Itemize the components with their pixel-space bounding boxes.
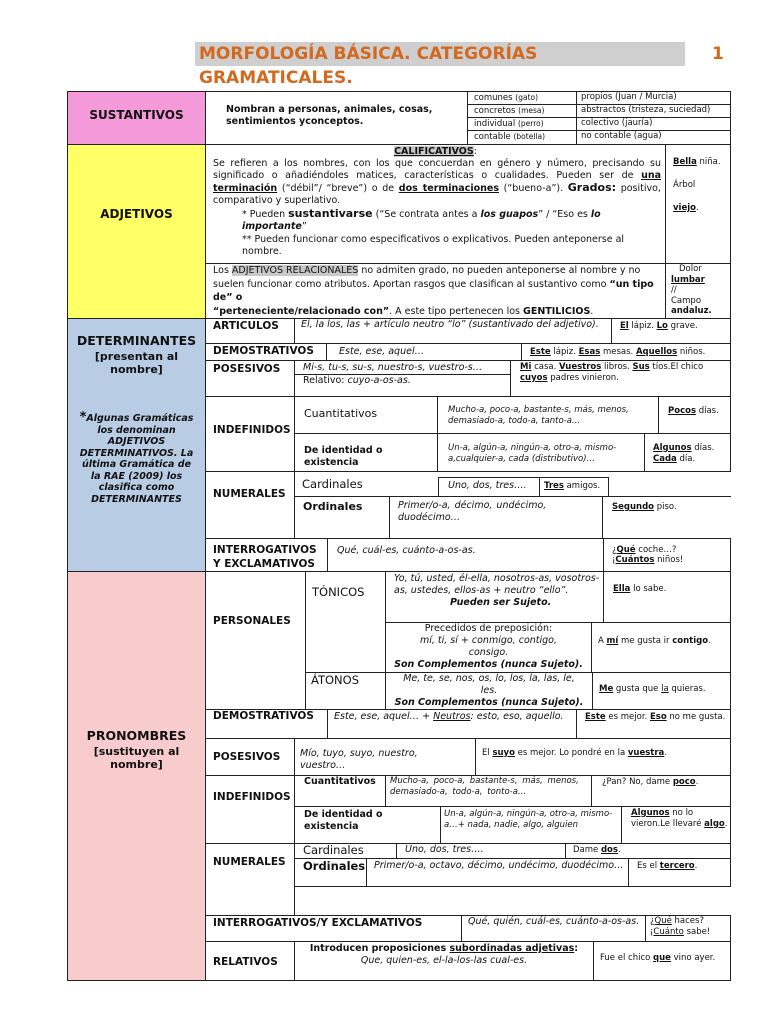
det-num-card-label: Cardinales bbox=[302, 477, 363, 491]
det-indef-cuant-example: Pocos días. bbox=[658, 396, 731, 434]
determinantes-note: *Algunas Gramáticas los denominan ADJETIVOS DETERMINATIVOS. La última Gramática de la RAE (2009) los clasifica como DETERMINANTES bbox=[79, 410, 194, 505]
relacionales-text: Los ADJETIVOS RELACIONALES no admiten grado, no pueden anteponerse al nombre y no suelen funcionar como atributos. Aportan rasgos que clasifican al sustantivo como “un tipo de” o “perteneciente/relacionado con”. A este tipo pertenecen los GENTILICIOS. bbox=[213, 265, 654, 317]
pron-tonicos-example: Ella lo sabe. bbox=[603, 571, 731, 623]
pronombres-label: PRONOMBRES bbox=[86, 728, 187, 743]
sust-type-abstractos: abstractos (tristeza, suciedad) bbox=[576, 104, 731, 118]
sust-type-concretos: concretos (mesa) bbox=[467, 104, 577, 118]
det-posesivos-text-cell bbox=[294, 360, 511, 397]
relacionales-cell bbox=[205, 263, 666, 319]
sust-type-propios: propios (Juan / Murcia) bbox=[576, 91, 731, 105]
det-demostrativos-example: Este lápiz. Esas mesas. Aquellos niños. bbox=[521, 343, 731, 361]
pron-indef-ident-example: Algunos no lo vieron.Le llevaré algo. bbox=[621, 806, 731, 844]
det-num-ord-label: Ordinales bbox=[303, 500, 363, 513]
pron-numerales-label: NUMERALES bbox=[205, 843, 295, 916]
sustantivos-label: SUSTANTIVOS bbox=[89, 108, 184, 122]
pron-relativos-example: Fue el chico que vino ayer. bbox=[593, 941, 731, 981]
det-articulos-label: ARTICULOS bbox=[205, 318, 295, 344]
pron-num-ord-text: Primer/o-a, octavo, décimo, undécimo, duodécimo… bbox=[366, 858, 629, 887]
pron-atonos-text-cell: Me, te, se, nos, os, lo, los, la, las, le, les. Son Complementos (nunca Sujeto). bbox=[385, 672, 593, 710]
pron-atonos-label: ÁTONOS bbox=[311, 673, 360, 687]
pron-prep-cell: Precedidos de preposición: mí, ti, sí + conmigo, contigo, consigo. Son Complementos (nunca Sujeto). bbox=[385, 622, 592, 673]
sustantivos-label-cell bbox=[67, 91, 206, 145]
especificativos-note: ** Pueden funcionar como especificativos o explicativos. Pueden anteponerse al nombre. bbox=[242, 234, 625, 257]
det-num-ord-text: Primer/o-a, décimo, undécimo, duodécimo… bbox=[389, 496, 603, 539]
pron-tonicos-label: TÓNICOS bbox=[312, 585, 365, 599]
sustantivos-definition: Nombran a personas, animales, cosas, sentimientos yconceptos. bbox=[226, 104, 433, 127]
pron-tonicos-cell bbox=[305, 571, 386, 673]
det-interrog-example: ¿Qué coche…? ¡Cuántos niños! bbox=[603, 538, 731, 572]
pron-posesivos-example: El suyo es mejor. Lo pondré en la vuestra. bbox=[475, 738, 731, 776]
pron-num-card-label: Cardinales bbox=[294, 843, 397, 859]
sustantivos-types-table bbox=[467, 91, 731, 145]
pron-num-ord-example: Es el tercero. bbox=[628, 858, 731, 887]
pron-personales-label: PERSONALES bbox=[205, 571, 306, 710]
det-demostrativos-text: Este, ese, aquel… bbox=[326, 343, 522, 361]
pron-demostrativos-label: DEMOSTRATIVOS bbox=[205, 709, 328, 739]
pron-indef-ident-text: Un-a, algún-a, ningún-a, otro-a, mismo-a…+ nada, nadie, algo, alguien bbox=[440, 806, 622, 844]
sust-type-colectivo: colectivo (jauría) bbox=[576, 117, 731, 131]
pron-atonos-cell bbox=[305, 672, 386, 710]
det-indef-cuant-label: Cuantitativos bbox=[294, 396, 438, 434]
page-title: MORFOLOGÍA BÁSICA. CATEGORÍAS GRAMATICALES. bbox=[195, 42, 685, 66]
pron-num-card-example: Dame dos. bbox=[565, 843, 731, 859]
pron-interrog-example: ¿Qué haces? ¡Cuánto sabe! bbox=[645, 915, 731, 942]
det-interrog-label: INTERROGATIVOS Y EXCLAMATIVOS bbox=[205, 538, 328, 572]
determinantes-sub: [presentan al nombre] bbox=[94, 350, 179, 376]
calificativos-cell: CALIFICATIVOS: Se refieren a los nombres, con los que concuerdan en género y número, precisando su significado o añadiéndoles matices, características o cualidades. Pueden ser de una terminación (“débil”/ “breve”) o de dos terminaciones (“bueno-a”). Grados: positivo, comparativo y superlativo. * Pueden sustantivarse (“Se contrata antes a los guapos” / “Eso es lo importante” ** Pueden funcionar como especificativos o explicativos. Pueden anteponerse al nombre. bbox=[205, 144, 666, 264]
pron-interrog-label: INTERROGATIVOS/Y EXCLAMATIVOS bbox=[205, 915, 462, 942]
pron-indef-cuant-text: Mucho-a, poco-a, bastante-s, más, menos, demasiado-a, todo-a, tonto-a… bbox=[385, 775, 592, 807]
sust-type-no-contable: no contable (agua) bbox=[576, 130, 731, 145]
det-indef-ident-text: Un-a, algún-a, ningún-a, otro-a, mismo-a,cualquier-a, cada (distributivo)… bbox=[437, 433, 645, 472]
det-indefinidos-label: INDEFINIDOS bbox=[205, 396, 295, 472]
det-num-card-example: Tres amigos. bbox=[539, 477, 609, 497]
sust-type-contable: contable (botella) bbox=[467, 130, 577, 145]
det-posesivos-relativo: Relativo: cuyo-a-os-as. bbox=[303, 375, 411, 386]
pron-prep-example: A mí me gusta ir contigo. bbox=[591, 622, 731, 673]
det-num-card-text: Uno, dos, tres…. bbox=[438, 477, 540, 497]
det-indef-cuant-text: Mucho-a, poco-a, bastante-s, más, menos, demasiado-a, todo-a, tanto-a… bbox=[437, 396, 659, 434]
det-articulos-example: El lápiz. Lo grave. bbox=[611, 318, 731, 344]
pron-relativos-text-cell: Introducen proposiciones subordinadas adjetivas: Que, quien-es, el-la-los-las cual-es. bbox=[294, 941, 594, 981]
pronombres-label-cell bbox=[67, 571, 206, 981]
adjetivos-label: ADJETIVOS bbox=[100, 207, 173, 221]
calificativos-examples: Bella niña. Árbol viejo. bbox=[665, 144, 731, 264]
determinantes-label-cell bbox=[67, 318, 206, 573]
pron-posesivos-label: POSESIVOS bbox=[205, 738, 295, 776]
pron-tonicos-text-cell: Yo, tú, usted, él-ella, nosotros-as, vosotros-as, ustedes, ellos-as + neutro “ello”. Pueden ser Sujeto. bbox=[385, 571, 604, 623]
det-numerales-label: NUMERALES bbox=[205, 471, 295, 539]
pron-indef-cuant-label: Cuantitativos bbox=[294, 775, 386, 807]
sust-type-comunes: comunes (gato) bbox=[467, 91, 577, 105]
pronombres-sub: [sustituyen al nombre] bbox=[93, 745, 180, 771]
sustantivos-definition-cell bbox=[205, 91, 468, 145]
relacionales-examples: Dolor lumbar // Campo andaluz. bbox=[665, 263, 731, 319]
pron-indef-ident-label: De identidad o existencia bbox=[294, 806, 441, 844]
pron-num-ord-label: Ordinales bbox=[303, 859, 366, 873]
det-indef-ident-label: De identidad o existencia bbox=[294, 433, 438, 472]
pron-atonos-example: Me gusta que la quieras. bbox=[592, 672, 731, 710]
det-interrog-text: Qué, cuál-es, cuánto-a-os-as. bbox=[327, 538, 604, 572]
det-posesivos-text: Mi-s, tu-s, su-s, nuestro-s, vuestro-s… bbox=[295, 361, 510, 375]
sust-type-individual: individual (perro) bbox=[467, 117, 577, 131]
det-posesivos-example: Mi casa. Vuestros libros. Sus tíos.El chico cuyos padres vinieron. bbox=[510, 360, 731, 397]
pron-indef-cuant-example: ¿Pan? No, dame poco. bbox=[591, 775, 731, 807]
pron-posesivos-text: Mío, tuyo, suyo, nuestro, vuestro… bbox=[294, 738, 476, 776]
adjetivos-label-cell bbox=[67, 144, 206, 319]
pron-interrog-text: Qué, quién, cuál-es, cuánto-a-os-as. bbox=[461, 915, 646, 942]
sustantivarse-note: * Pueden sustantivarse (“Se contrata antes a los guapos” / “Eso es lo importante” bbox=[242, 207, 601, 232]
page-number: 1 bbox=[712, 44, 724, 64]
pron-demostrativos-text: Este, ese, aquel… + Neutros: esto, eso, aquello. bbox=[327, 709, 577, 739]
det-articulos-text: El, la los, las + artículo neutro “lo” (sustantivado del adjetivo). bbox=[294, 318, 612, 344]
calificativos-title: CALIFICATIVOS bbox=[394, 146, 474, 157]
pron-demostrativos-example: Este es mejor. Eso no me gusta. bbox=[576, 709, 731, 739]
calificativos-text: Se refieren a los nombres, con los que concuerdan en género y número, precisando su significado o añadiéndoles matices, características o cualidades. Pueden ser de una terminación (“débil”/ “breve”) o de dos terminaciones (“bueno-a”). Grados: positivo, comparativo y superlativo. bbox=[213, 158, 661, 206]
determinantes-label: DETERMINANTES bbox=[76, 333, 197, 348]
pron-relativos-label: RELATIVOS bbox=[205, 941, 295, 981]
pron-num-card-text: Uno, dos, tres…. bbox=[396, 843, 566, 859]
det-demostrativos-label: DEMOSTRATIVOS bbox=[205, 343, 327, 361]
det-posesivos-label: POSESIVOS bbox=[205, 360, 295, 397]
det-indef-ident-example: Algunos días. Cada día. bbox=[644, 433, 731, 472]
det-num-ord-example: Segundo piso. bbox=[612, 502, 677, 512]
pron-indefinidos-label: INDEFINIDOS bbox=[205, 775, 295, 844]
